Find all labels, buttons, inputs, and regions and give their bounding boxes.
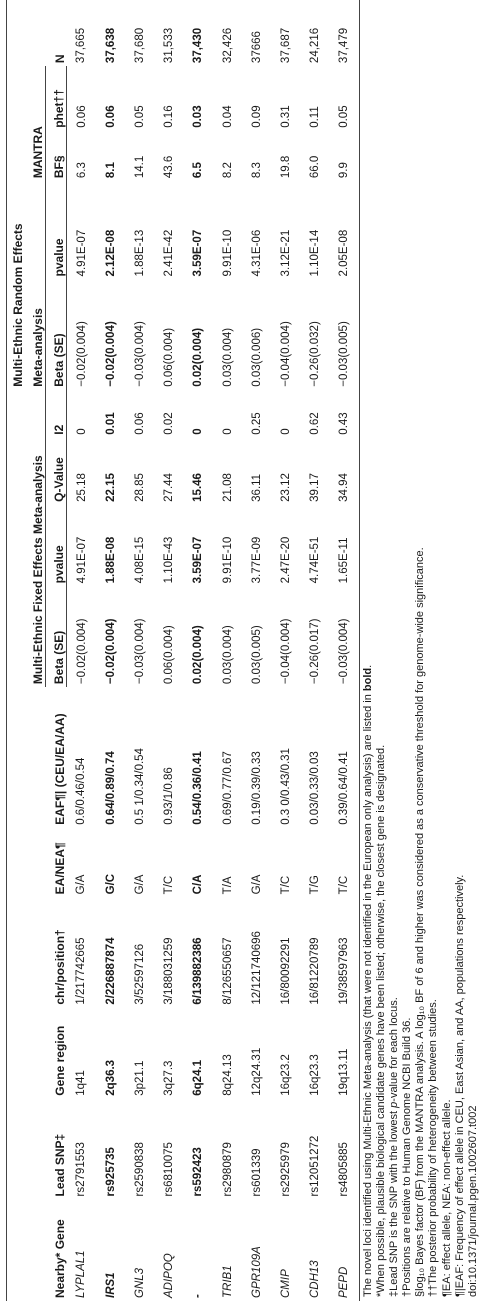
cell-snp: rs925735 [104,1147,117,1197]
cell-pvalue2: 2.12E-08 [104,229,117,277]
cell-ea: T/C [163,875,176,895]
footnote-heterogeneity: ††The posterior probability of heterogeneity between studies. [427,999,440,1297]
cell-beta: −0.03(0.004) [133,618,146,685]
cell-bf: 14.1 [133,155,146,179]
cell-pvalue2: 9.91E-10 [221,229,234,277]
header-ea: EA/NEA¶ [52,842,67,895]
cell-eaf: 0.54/0.36/0.41 [192,751,205,825]
cell-ea: T/C [279,875,292,895]
cell-qvalue: 28.85 [133,473,146,502]
cell-region: 3q27.3 [163,1060,176,1096]
cell-ea: C/A [192,874,205,895]
cell-snp: rs601339 [250,1148,263,1197]
table-row [301,0,330,1301]
cell-qvalue: 22.15 [104,473,117,502]
random-effects-heading: Meta-analysis [25,181,46,390]
header-n: N [52,54,67,64]
cell-beta2: 0.06(0.004) [163,327,176,387]
cell-region: 12q24.31 [250,1047,263,1096]
cell-qvalue: 21.08 [221,473,234,502]
cell-eaf: 0.39/0.64/0.41 [330,687,360,828]
cell-phet: 0.09 [250,105,263,128]
cell-beta2: −0.04(0.004) [279,321,292,387]
cell-beta: −0.26(0.017) [309,618,322,685]
cell-pvalue: 1.65E-11 [330,505,360,587]
cell-beta: −0.02(0.004) [104,618,117,685]
cell-gene: PEPD [330,1199,360,1301]
cell-pvalue: 4.74E-51 [309,536,322,584]
table-footnotes [362,547,480,1297]
footnote-eaf: ¶|EAF: Frequency of effect allele in CEU, East Asian, and AA, populations respectively. [453,874,466,1297]
cell-qvalue: 36.11 [250,473,263,502]
cell-qvalue: 15.46 [192,473,205,502]
cell-eaf: 0.3 0/0.43/0.31 [279,748,292,825]
cell-chrpos: 3/52597126 [133,943,146,1005]
cell-n: 37,479 [330,0,360,66]
cell-pvalue2: 4.31E-06 [250,229,263,277]
cell-phet: 0.31 [279,105,292,128]
cell-pvalue: 3.77E-09 [250,536,263,584]
cell-chrpos: 3/188031259 [163,937,176,1005]
cell-beta2: 0.02(0.004) [192,327,205,387]
cell-beta2: −0.03(0.005) [330,279,360,389]
cell-pvalue2: 3.59E-07 [192,229,205,277]
cell-region: 6q24.1 [192,1059,205,1096]
cell-region: 1q41 [75,1070,88,1096]
cell-pvalue: 4.91E-07 [75,536,88,584]
cell-ea: G/A [250,874,263,895]
cell-gene: GPR109A [250,1246,263,1298]
cell-chrpos: 12/121740696 [250,931,263,1005]
table-row [271,0,300,1301]
cell-n: 37,680 [133,27,146,64]
table-row [330,0,360,1301]
cell-i2: 0.01 [104,412,117,435]
cell-chrpos: 16/80092291 [279,937,292,1005]
footnote-bayes-factor: §log₁₀ Bayes factor (BF) from the MANTRA analysis. A log₁₀ BF of 6 and higher was considered as a conservative threshold for genome-wide significance. [414,547,427,1297]
cell-i2: 0 [221,428,234,435]
table-row [96,0,125,1301]
table-row [155,0,184,1301]
cell-i2: 0 [75,428,88,435]
cell-phet: 0.05 [133,105,146,128]
cell-bf: 8.2 [221,162,234,179]
cell-bf: 66.0 [309,155,322,179]
cell-n: 31,533 [163,27,176,64]
cell-chrpos: 1/217742665 [75,937,88,1005]
cell-region: 19q13.11 [330,1008,360,1099]
table-row [67,0,97,1301]
cell-phet: 0.16 [163,105,176,128]
footnote-intro: The novel loci identified using Multi-Ethnic Meta-analysis (that were not identified in the European only analysis) are listed in bold. [362,664,374,1297]
cell-snp: rs2980879 [221,1142,234,1197]
table-row [125,0,154,1301]
footnote-candidate-genes: *When possible, plausible biological candidate genes have been listed; otherwise, the closest gene is designated. [375,744,388,1297]
cell-i2: 0 [279,428,292,435]
random-effects-heading-top: Multi-Ethnic Random Effects [11,223,25,387]
cell-pvalue: 3.59E-07 [192,536,205,584]
header-qvalue: Q-Value [46,438,67,505]
cell-snp: rs6810075 [163,1142,176,1197]
cell-i2: 0.06 [133,412,146,435]
cell-beta: 0.03(0.004) [221,625,234,685]
header-beta-random: Beta (SE) [46,279,67,389]
cell-gene: - [192,1294,205,1298]
cell-beta2: 0.03(0.006) [250,327,263,387]
cell-region: 16q23.3 [309,1054,322,1096]
table-row [184,0,213,1301]
cell-i2: 0.02 [163,412,176,435]
cell-gene: CMIP [279,1269,292,1298]
cell-beta2: −0.02(0.004) [75,321,88,387]
results-table [6,0,360,1301]
cell-i2: 0.25 [250,412,263,435]
cell-snp: rs2791553 [75,1142,88,1197]
cell-snp: rs2590838 [133,1142,146,1197]
cell-pvalue2: 1.88E-13 [133,229,146,277]
cell-bf: 9.9 [330,131,360,181]
cell-n: 37,665 [75,27,88,64]
cell-qvalue: 23.12 [279,473,292,502]
cell-qvalue: 25.18 [75,473,88,502]
cell-pvalue: 1.88E-08 [104,536,117,584]
header-gene: Nearby* Gene [52,1219,67,1298]
footnote-alleles: ¶EA: effect allele, NEA: non-effect allele. [440,1099,453,1297]
cell-region: 16q23.2 [279,1054,292,1096]
cell-bf: 8.1 [104,162,117,179]
cell-i2: 0.43 [330,390,360,438]
cell-gene: LYPLAL1 [75,1250,88,1298]
cell-ea: T/G [309,875,322,895]
cell-phet: 0.05 [330,66,360,131]
cell-eaf: 0.19/0.39/0.33 [250,751,263,825]
cell-beta2: −0.26(0.032) [309,321,322,387]
cell-snp: rs2925979 [279,1142,292,1197]
cell-eaf: 0.93/1/0.86 [163,767,176,825]
cell-eaf: 0.64/0.89/0.74 [104,751,117,825]
cell-n: 37,687 [279,27,292,64]
cell-bf: 6.5 [192,162,205,179]
cell-gene: ADIPOQ [163,1253,176,1298]
cell-phet: 0.06 [104,105,117,128]
header-pvalue-fixed: pvalue [46,505,67,587]
cell-i2: 0 [192,428,205,435]
cell-chrpos: 6/139882386 [192,937,205,1005]
header-i2: I2 [46,390,67,438]
cell-phet: 0.06 [75,105,88,128]
cell-region: 2q36.3 [104,1059,117,1096]
cell-eaf: 0.03/0.33/0.03 [309,751,322,825]
table-row [213,0,242,1301]
cell-eaf: 0.5 1/0.34/0.54 [133,748,146,825]
cell-chrpos: 8/126550657 [221,937,234,1005]
cell-phet: 0.11 [309,106,322,128]
cell-beta: 0.02(0.004) [192,625,205,685]
cell-gene: CDH13 [309,1260,322,1298]
header-phet: phet†† [46,66,67,131]
cell-gene: IRS1 [104,1272,117,1298]
cell-pvalue2: 1.10E-14 [309,229,322,277]
fixed-effects-heading: Multi-Ethnic Fixed Effects Meta-analysis [25,390,46,687]
cell-bf: 6.3 [75,162,88,179]
cell-qvalue: 27.44 [163,473,176,502]
cell-bf: 19.8 [279,155,292,179]
cell-snp: rs592423 [192,1147,205,1197]
cell-n: 24,216 [309,27,322,64]
cell-pvalue: 2.47E-20 [279,536,292,584]
mantra-heading: MANTRA [25,66,46,181]
cell-chrpos: 16/81220789 [309,937,322,1005]
cell-qvalue: 34.94 [330,438,360,505]
cell-gene: GNL3 [133,1267,146,1298]
cell-beta: 0.06(0.004) [163,625,176,685]
cell-pvalue2: 2.41E-42 [163,229,176,277]
cell-bf: 43.6 [163,155,176,179]
cell-chrpos: 19/38597963 [330,897,360,1007]
cell-region: 3p21.1 [133,1060,146,1096]
header-chrpos: chr/position† [52,929,67,1005]
cell-region: 8q24.13 [221,1054,234,1096]
cell-pvalue2: 4.91E-07 [75,229,88,277]
cell-eaf: 0.6/0.46/0.54 [75,757,88,825]
header-bf: BF§ [46,131,67,181]
header-beta-fixed: Beta (SE) [46,586,67,687]
cell-ea: G/A [133,874,146,895]
cell-n: 32,426 [221,27,234,64]
cell-ea: T/A [221,876,234,895]
header-eaf: EAF¶| (CEU/EA/AA) [52,713,67,825]
cell-eaf: 0.69/0.77/0.67 [221,751,234,825]
cell-snp: rs12051272 [309,1135,322,1197]
cell-bf: 8.3 [250,162,263,179]
cell-beta: −0.04(0.004) [279,618,292,685]
cell-ea: T/C [330,828,360,898]
cell-ea: G/C [104,873,117,895]
cell-phet: 0.03 [192,105,205,128]
cell-qvalue: 39.17 [309,473,322,502]
cell-pvalue2: 2.05E-08 [330,181,360,279]
cell-snp: rs4805885 [330,1099,360,1200]
cell-beta: 0.03(0.005) [250,625,263,685]
cell-n: 37666 [250,31,263,64]
footnote-lead-snp: ‡Lead SNP is the SNP with the lowest p-value for each locus. [388,997,401,1297]
cell-pvalue: 1.10E-43 [163,536,176,584]
cell-pvalue2: 3.12E-21 [279,229,292,277]
footnote-positions: †Positions are relative to Human Genome NCBI Build 36. [401,1017,414,1297]
cell-phet: 0.04 [221,105,234,128]
cell-gene: TRIB1 [221,1265,234,1298]
cell-n: 37,638 [104,27,117,64]
cell-beta2: −0.03(0.004) [133,321,146,387]
cell-n: 37,430 [192,27,205,64]
table-row [242,0,271,1301]
cell-pvalue: 9.91E-10 [221,536,234,584]
cell-beta: −0.03(0.004) [330,586,360,687]
cell-ea: G/A [75,874,88,895]
header-region: Gene region [52,1025,67,1096]
cell-beta2: 0.03(0.004) [221,327,234,387]
cell-pvalue: 4.08E-15 [133,536,146,584]
cell-chrpos: 2/226887874 [104,937,117,1005]
header-pvalue-random: pvalue [46,181,67,279]
cell-i2: 0.62 [309,412,322,435]
cell-beta2: −0.02(0.004) [104,321,117,387]
header-snp: Lead SNP‡ [52,1133,67,1197]
doi-text: doi:10.1371/journal.pgen.1002607.t002 [466,1105,479,1297]
cell-beta: −0.02(0.004) [75,618,88,685]
